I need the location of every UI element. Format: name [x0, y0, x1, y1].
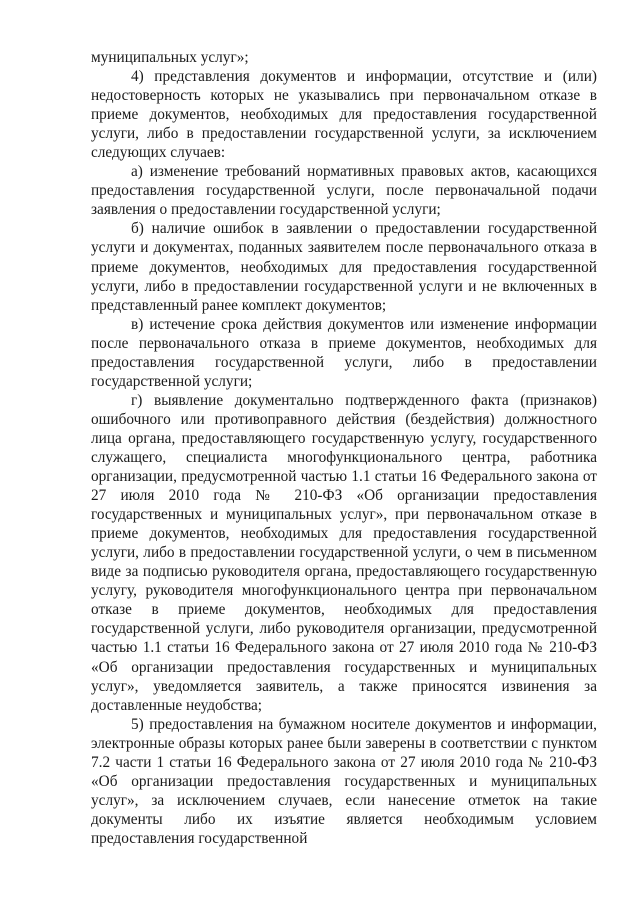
paragraph-subitem-g: г) выявление документально подтвержденного факта (признаков) ошибочного или противоправного действия (бездействия) должностного лица органа, предоставляющего государственную услугу, государственного служащего, специалиста многофункционального центра, работника организации, предусмотренной частью 1.1 статьи 16 Федерального закона от 27 июля 2010 года № 210-ФЗ «Об организации предоставления государственных и муниципальных услуг», при первоначальном отказе в приеме документов, необходимых для предоставления государственной услуги, либо в предоставлении государственной услуги, о чем в письменном виде за подписью руководителя органа, предоставляющего государственную услугу, руководителя многофункционального центра при первоначальном отказе в приеме документов, необходимых для предоставления государственной услуги, либо руководителя организации, предусмотренной частью 1.1 статьи 16 Федерального закона от 27 июля 2010 года № 210-ФЗ «Об организации предоставления государственных и муниципальных услуг», уведомляется заявитель, а также приносятся извинения за доставленные неудобства; — [91, 391, 597, 714]
paragraph-subitem-b: б) наличие ошибок в заявлении о предоставлении государственной услуги и документах, поданных заявителем после первоначального отказа в приеме документов, необходимых для предоставления государственной услуги, либо в предоставлении государственной услуги и не включенных в представленный ранее комплект документов; — [91, 220, 597, 314]
paragraph-continuation: муниципальных услуг»; — [91, 49, 249, 66]
document-body — [91, 48, 597, 848]
paragraph-subitem-a: а) изменение требований нормативных правовых актов, касающихся предоставления государственной услуги, после первоначальной подачи заявления о предоставлении государственной услуги; — [91, 163, 597, 219]
paragraph-item-4: 4) представления документов и информации, отсутствие и (или) недостоверность которых не указывались при первоначальном отказе в приеме документов, необходимых для предоставления государственной услуги, либо в предоставлении государственной услуги, за исключением следующих случаев: — [91, 68, 597, 162]
paragraph-item-5: 5) предоставления на бумажном носителе документов и информации, электронные образы которых ранее были заверены в соответствии с пунктом 7.2 части 1 статьи 16 Федерального закона от 27 июля 2010 года № 210-ФЗ «Об организации предоставления государственных и муниципальных услуг», за исключением случаев, если нанесение отметок на такие документы либо их изъятие является необходимым условием предоставления государственной — [91, 715, 597, 847]
paragraph-subitem-v: в) истечение срока действия документов или изменение информации после первоначального отказа в приеме документов, необходимых для предоставления государственной услуги, либо в предоставлении государственной услуги; — [91, 315, 597, 390]
